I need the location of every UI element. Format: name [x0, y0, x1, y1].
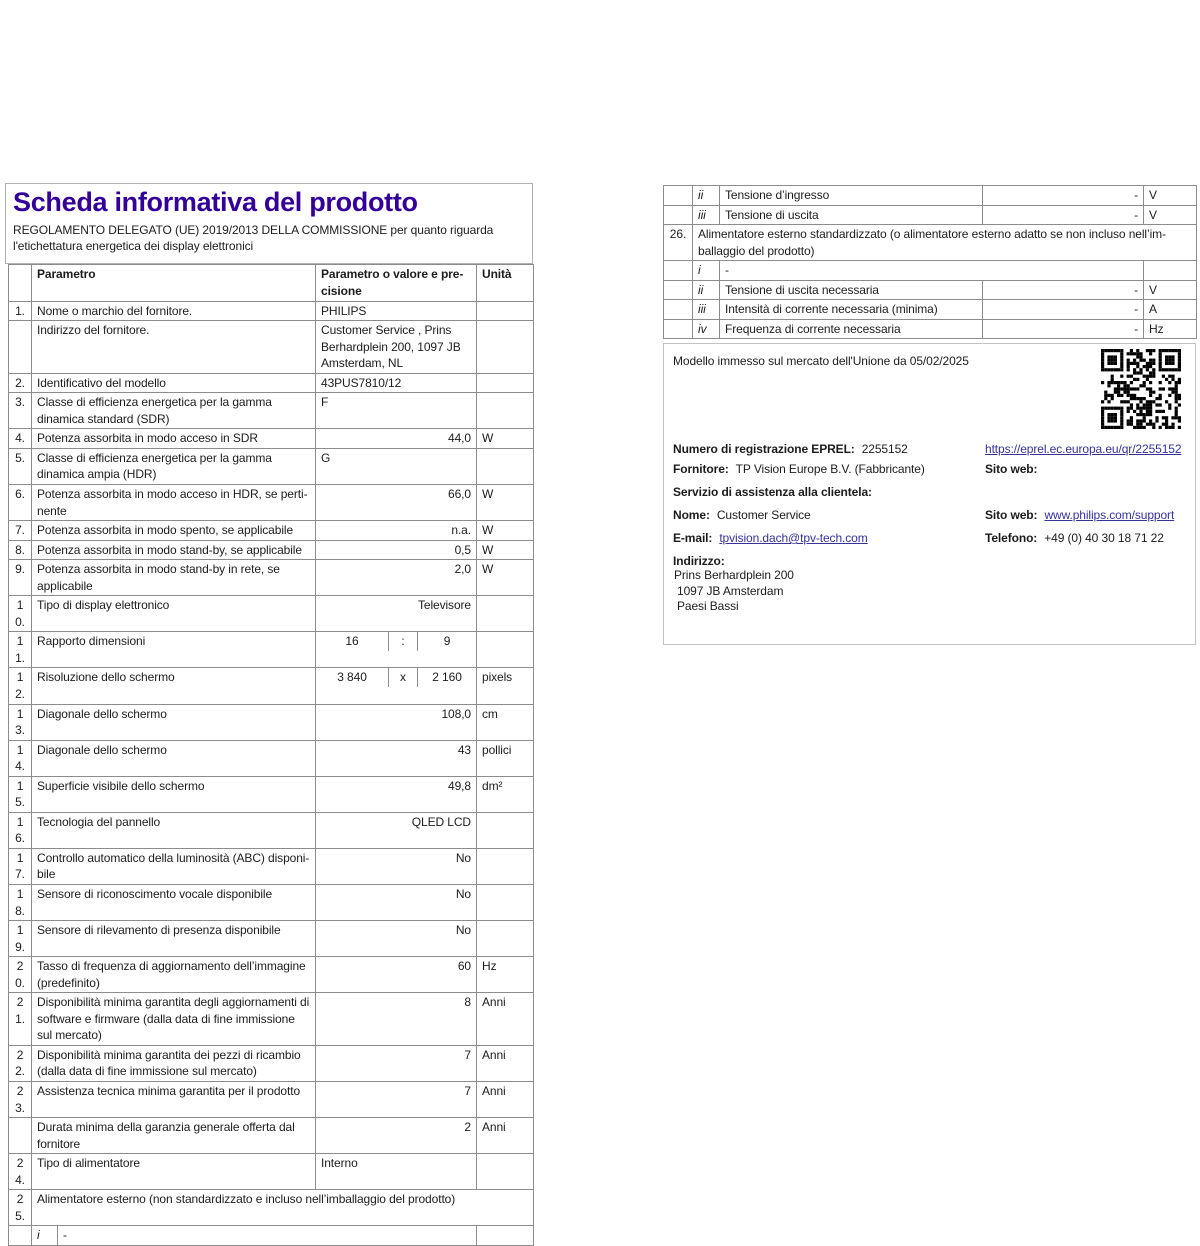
table-row — [9, 1190, 534, 1226]
table-row — [9, 776, 534, 812]
row-number: 12. — [9, 668, 32, 704]
row-number: 14. — [9, 740, 32, 776]
row-number: 8. — [9, 540, 32, 560]
name-label: Nome: — [673, 508, 710, 522]
parameter-value: - — [983, 319, 1144, 339]
parameter-value: 0,5 — [316, 540, 477, 560]
unit-label: dm² — [477, 776, 534, 812]
unit-label: V — [1144, 205, 1197, 225]
parameter-value: 2 — [316, 1118, 477, 1154]
row-number: 23. — [9, 1082, 32, 1118]
parameter-value — [316, 668, 477, 704]
parameter-name: Nome o marchio del fornitore. — [32, 301, 316, 321]
unit-label — [477, 596, 534, 632]
parameter-name: Durata minima della garanzia generale offerta dal fornitore — [32, 1118, 316, 1154]
unit-label: V — [1144, 186, 1197, 206]
row-number: 24. — [9, 1154, 32, 1190]
parameter-value — [316, 632, 477, 668]
unit-label — [477, 848, 534, 884]
unit-label — [477, 448, 534, 484]
qr-code-icon — [1101, 349, 1181, 429]
row-number: 4. — [9, 429, 32, 449]
row-number: 18. — [9, 885, 32, 921]
unit-label — [477, 1154, 534, 1190]
table-row — [9, 540, 534, 560]
unit-label: W — [477, 540, 534, 560]
unit-label: W — [477, 560, 534, 596]
table-row — [9, 921, 534, 957]
unit-label — [1144, 261, 1197, 281]
parameter-name: Tensione di uscita — [720, 205, 983, 225]
eprel-registration — [673, 442, 985, 456]
table-row — [9, 596, 534, 632]
parameter-name: Intensità di corrente necessaria (minima) — [720, 300, 983, 320]
parameter-value: Interno — [316, 1154, 477, 1190]
parameter-name: Potenza assorbita in modo acceso in SDR — [32, 429, 316, 449]
parameter-name: Rapporto dimensioni — [32, 632, 316, 668]
parameter-value: - — [983, 300, 1144, 320]
parameter-value: No — [316, 885, 477, 921]
row-number: 25. — [9, 1190, 32, 1226]
table-row — [664, 186, 1197, 206]
row-number: 13. — [9, 704, 32, 740]
row-number — [664, 205, 693, 225]
parameter-value: 7 — [316, 1082, 477, 1118]
header-param: Parametro — [32, 265, 316, 301]
parameter-value: - — [720, 261, 1144, 281]
parameter-name: Tensione di uscita necessaria — [720, 280, 983, 300]
unit-label: V — [1144, 280, 1197, 300]
parameter-value: 43 — [316, 740, 477, 776]
parameter-value: QLED LCD — [316, 812, 477, 848]
title-box — [5, 183, 533, 264]
parameter-value: 49,8 — [316, 776, 477, 812]
parameter-value: F — [316, 393, 477, 429]
unit-label: W — [477, 521, 534, 541]
row-number: 19. — [9, 921, 32, 957]
unit-label: Anni — [477, 1045, 534, 1081]
product-fiche-left-panel — [5, 183, 533, 1246]
parameter-value: 7 — [316, 1045, 477, 1081]
parameter-name: Classe di efficienza energetica per la gamma dinamica ampia (HDR) — [32, 448, 316, 484]
table-row — [9, 521, 534, 541]
page-title: Scheda informativa del prodotto — [13, 187, 418, 217]
table-row — [9, 321, 534, 374]
row-number — [9, 321, 32, 374]
parameter-value: 2,0 — [316, 560, 477, 596]
table-row — [9, 448, 534, 484]
table-row — [9, 1118, 534, 1154]
parameter-value: Customer Service , Prins Berhardplein 200, 1097 JB Amsterdam, NL — [316, 321, 477, 374]
parameter-name: Identificativo del modello — [32, 373, 316, 393]
parameter-name: Frequenza di corrente necessaria — [720, 319, 983, 339]
parameter-name: Sensore di rilevamento di presenza disponibile — [32, 921, 316, 957]
row-number: 5. — [9, 448, 32, 484]
row-number: 20. — [9, 957, 32, 993]
unit-label: pixels — [477, 668, 534, 704]
unit-label — [477, 393, 534, 429]
unit-label: W — [477, 484, 534, 520]
parameter-value: - — [983, 186, 1144, 206]
sub-index: ii — [693, 186, 720, 206]
table-row — [9, 668, 534, 704]
parameter-name: Tecnologia del pannello — [32, 812, 316, 848]
support-website-link[interactable]: www.philips.com/support — [1044, 508, 1175, 522]
table-header-row — [9, 265, 534, 301]
eprel-link[interactable]: https://eprel.ec.europa.eu/qr/2255152 — [985, 442, 1182, 456]
market-date-text: Modello immesso sul mercato dell'Unione da 05/02/2025 — [673, 354, 969, 368]
unit-label: Anni — [477, 1118, 534, 1154]
table-row — [9, 885, 534, 921]
unit-label: pollici — [477, 740, 534, 776]
sub-index: iv — [693, 319, 720, 339]
unit-label — [477, 321, 534, 374]
table-row — [9, 848, 534, 884]
parameter-name: Potenza assorbita in modo spento, se applicabile — [32, 521, 316, 541]
address-line: 1097 JB Amsterdam — [677, 583, 784, 598]
row-number — [9, 1118, 32, 1154]
unit-label: Anni — [477, 993, 534, 1046]
supplier-row — [673, 462, 985, 476]
split-value: : — [389, 632, 418, 651]
product-spec-table — [8, 264, 534, 1246]
unit-label — [477, 812, 534, 848]
product-spec-table-continued — [663, 185, 1197, 339]
phone-value: +49 (0) 40 30 18 71 22 — [1044, 531, 1164, 545]
row-number — [664, 300, 693, 320]
parameter-value: 43PUS7810/12 — [316, 373, 477, 393]
table-row — [9, 393, 534, 429]
row-number: 26. — [664, 225, 693, 261]
table-row — [664, 225, 1197, 261]
row-number: 17. — [9, 848, 32, 884]
header-value: Parametro o valore e precisione — [316, 265, 477, 301]
parameter-value: No — [316, 921, 477, 957]
table-row — [9, 993, 534, 1046]
parameter-name: Potenza assorbita in modo stand-by in rete, se applicabile — [32, 560, 316, 596]
table-row — [664, 280, 1197, 300]
parameter-name: Controllo automatico della luminosità (ABC) disponibile — [32, 848, 316, 884]
table-row — [9, 1226, 534, 1246]
split-value: 3 840 — [316, 668, 389, 687]
table-row — [9, 632, 534, 668]
parameter-value: n.a. — [316, 521, 477, 541]
row-number: 11. — [9, 632, 32, 668]
eprel-number: 2255152 — [861, 442, 908, 456]
parameter-value: 66,0 — [316, 484, 477, 520]
eprel-label: Numero di registrazione EPREL: — [673, 442, 855, 456]
row-number: 10. — [9, 596, 32, 632]
sub-index: iii — [693, 205, 720, 225]
parameter-name: Sensore di riconoscimento vocale disponibile — [32, 885, 316, 921]
table-row — [9, 560, 534, 596]
regulation-subtitle: REGOLAMENTO DELEGATO (UE) 2019/2013 DELLA COMMISSIONE per quanto riguarda l'etichettatura energetica dei display elettronici — [13, 223, 494, 254]
parameter-value: 8 — [316, 993, 477, 1046]
parameter-name: Superficie visibile dello schermo — [32, 776, 316, 812]
parameter-name: Disponibilità minima garantita dei pezzi di ricambio (dalla data di fine immissione sul mercato) — [32, 1045, 316, 1081]
table-row — [9, 429, 534, 449]
split-value: 2 160 — [432, 670, 462, 685]
row-number: 1. — [9, 301, 32, 321]
row-number — [664, 261, 693, 281]
sub-index: iii — [693, 300, 720, 320]
parameter-value: - — [983, 205, 1144, 225]
parameter-name: Tipo di alimentatore — [32, 1154, 316, 1190]
parameter-name: Classe di efficienza energetica per la gamma dinamica standard (SDR) — [32, 393, 316, 429]
email-label: E-mail: — [673, 531, 713, 545]
header-empty — [9, 265, 32, 301]
row-number: 7. — [9, 521, 32, 541]
table-row — [9, 740, 534, 776]
supplier-value: TP Vision Europe B.V. (Fabbricante) — [735, 462, 925, 476]
table-row — [9, 373, 534, 393]
parameter-name: Tensione d’ingresso — [720, 186, 983, 206]
unit-label — [477, 1226, 534, 1246]
parameter-name: Risoluzione dello schermo — [32, 668, 316, 704]
address-block — [673, 554, 1185, 615]
parameter-value: PHILIPS — [316, 301, 477, 321]
table-row — [9, 704, 534, 740]
parameter-name: Tasso di frequenza di aggiornamento dell’immagine (predefinito) — [32, 957, 316, 993]
sub-index: i — [32, 1226, 58, 1246]
parameter-value: 108,0 — [316, 704, 477, 740]
section-span-label: Alimentatore esterno standardizzato (o alimentatore esterno adatto se non incluso nell’imballaggio del prodotto) — [693, 225, 1197, 261]
parameter-name: Assistenza tecnica minima garantita per il prodotto — [32, 1082, 316, 1118]
unit-label: W — [477, 429, 534, 449]
address-label: Indirizzo: — [673, 554, 725, 568]
parameter-name: Potenza assorbita in modo stand-by, se applicabile — [32, 540, 316, 560]
unit-label — [477, 301, 534, 321]
email-link[interactable]: tpvision.dach@tpv-tech.com — [719, 531, 868, 545]
parameter-value: - — [58, 1226, 477, 1246]
table-row — [9, 484, 534, 520]
parameter-name: Tipo di display elettronico — [32, 596, 316, 632]
unit-label: Hz — [477, 957, 534, 993]
parameter-value: 60 — [316, 957, 477, 993]
table-row — [9, 301, 534, 321]
split-value: x — [389, 668, 418, 687]
split-value: 9 — [443, 634, 451, 649]
parameter-name: Diagonale dello schermo — [32, 740, 316, 776]
row-number: 16. — [9, 812, 32, 848]
table-row — [664, 319, 1197, 339]
parameter-value: Televisore — [316, 596, 477, 632]
row-number: 15. — [9, 776, 32, 812]
parameter-name: Potenza assorbita in modo acceso in HDR, se pertinente — [32, 484, 316, 520]
parameter-name: Diagonale dello schermo — [32, 704, 316, 740]
unit-label: A — [1144, 300, 1197, 320]
table-row — [664, 261, 1197, 281]
row-number: 22. — [9, 1045, 32, 1081]
row-number — [664, 280, 693, 300]
table-row — [9, 1154, 534, 1190]
row-number — [664, 186, 693, 206]
unit-label: Hz — [1144, 319, 1197, 339]
unit-label — [477, 885, 534, 921]
market-info-panel — [663, 343, 1196, 645]
parameter-value: 44,0 — [316, 429, 477, 449]
unit-label — [477, 632, 534, 668]
row-number: 9. — [9, 560, 32, 596]
table-row — [664, 300, 1197, 320]
row-number: 6. — [9, 484, 32, 520]
parameter-value: G — [316, 448, 477, 484]
sub-index: i — [693, 261, 720, 281]
service-name-row — [673, 508, 985, 522]
row-number — [9, 1226, 32, 1246]
name-value: Customer Service — [716, 508, 811, 522]
section-span-label: Alimentatore esterno (non standardizzato e incluso nell’imballaggio del prodotto) — [32, 1190, 534, 1226]
website2-label: Sito web: — [985, 508, 1038, 522]
parameter-value: No — [316, 848, 477, 884]
email-row — [673, 531, 985, 545]
unit-label: cm — [477, 704, 534, 740]
table-row — [664, 205, 1197, 225]
customer-service-heading: Servizio di assistenza alla clientela: — [673, 485, 872, 499]
parameter-name: Disponibilità minima garantita degli aggiornamenti di software e firmware (dalla data di fine immissione sul mercato) — [32, 993, 316, 1046]
phone-label: Telefono: — [985, 531, 1038, 545]
table-row — [9, 812, 534, 848]
row-number: 21. — [9, 993, 32, 1046]
unit-label — [477, 921, 534, 957]
row-number: 2. — [9, 373, 32, 393]
table-row — [9, 957, 534, 993]
supplier-label: Fornitore: — [673, 462, 729, 476]
sub-index: ii — [693, 280, 720, 300]
table-row — [9, 1082, 534, 1118]
row-number — [664, 319, 693, 339]
unit-label — [477, 373, 534, 393]
row-number: 3. — [9, 393, 32, 429]
header-unit: Unità — [477, 265, 534, 301]
address-line: Paesi Bassi — [677, 599, 739, 614]
parameter-name: Indirizzo del fornitore. — [32, 321, 316, 374]
parameter-value: - — [983, 280, 1144, 300]
split-value: 16 — [316, 632, 389, 651]
website-label: Sito web: — [985, 462, 1038, 476]
table-row — [9, 1045, 534, 1081]
address-line: Prins Berhardplein 200 — [674, 568, 794, 582]
unit-label: Anni — [477, 1082, 534, 1118]
